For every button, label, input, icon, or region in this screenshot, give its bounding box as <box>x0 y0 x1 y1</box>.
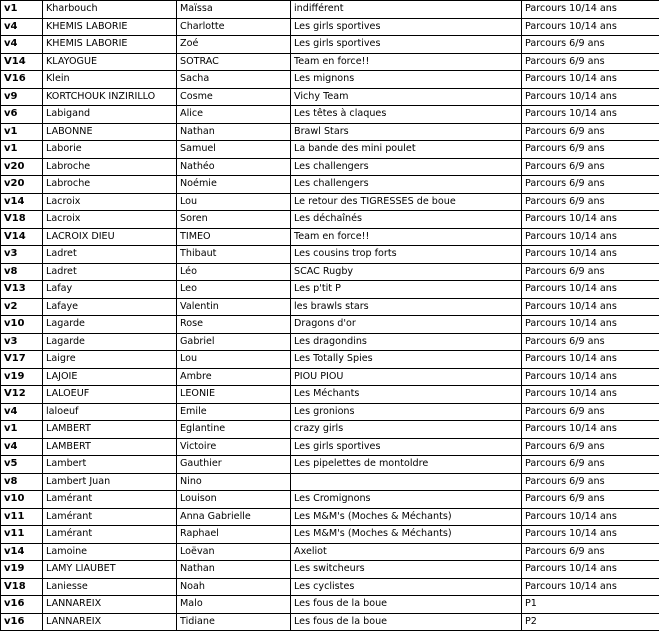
row-code-cell[interactable]: v5 <box>1 456 43 474</box>
row-code-cell[interactable]: v3 <box>1 246 43 264</box>
team-name-cell[interactable]: Les p'tit P <box>291 281 522 299</box>
row-code-cell[interactable]: v6 <box>1 106 43 124</box>
course-cell[interactable]: Parcours 10/14 ans <box>522 351 659 369</box>
last-name-cell[interactable]: Ladret <box>43 246 177 264</box>
row-code-cell[interactable]: v19 <box>1 561 43 579</box>
first-name-cell[interactable]: Valentin <box>177 298 291 316</box>
first-name-cell[interactable]: Léo <box>177 263 291 281</box>
last-name-cell[interactable]: Lafay <box>43 281 177 299</box>
course-cell[interactable]: Parcours 10/14 ans <box>522 508 659 526</box>
row-code-cell[interactable]: v20 <box>1 158 43 176</box>
first-name-cell[interactable]: Soren <box>177 211 291 229</box>
last-name-cell[interactable]: LAMBERT <box>43 421 177 439</box>
table-row <box>1 141 659 159</box>
first-name-cell[interactable]: Loëvan <box>177 543 291 561</box>
table-row <box>1 508 659 526</box>
last-name-cell[interactable]: KHEMIS LABORIE <box>43 36 177 54</box>
course-cell[interactable]: Parcours 10/14 ans <box>522 386 659 404</box>
team-name-cell[interactable]: Le retour des TIGRESSES de boue <box>291 193 522 211</box>
row-code-cell[interactable]: V13 <box>1 281 43 299</box>
course-cell[interactable]: Parcours 6/9 ans <box>522 333 659 351</box>
table-row <box>1 1 659 19</box>
first-name-cell[interactable]: Alice <box>177 106 291 124</box>
course-cell[interactable]: Parcours 6/9 ans <box>522 123 659 141</box>
first-name-cell[interactable]: Nathéo <box>177 158 291 176</box>
table-row <box>1 106 659 124</box>
team-name-cell[interactable]: Dragons d'or <box>291 316 522 334</box>
last-name-cell[interactable]: Lagarde <box>43 316 177 334</box>
course-cell[interactable]: Parcours 6/9 ans <box>522 53 659 71</box>
team-name-cell[interactable]: Les challengers <box>291 176 522 194</box>
first-name-cell[interactable]: Maïssa <box>177 1 291 19</box>
row-code-cell[interactable]: v8 <box>1 263 43 281</box>
last-name-cell[interactable]: Lagarde <box>43 333 177 351</box>
last-name-cell[interactable]: Lamérant <box>43 491 177 509</box>
last-name-cell[interactable]: Lamérant <box>43 508 177 526</box>
course-cell[interactable]: Parcours 6/9 ans <box>522 176 659 194</box>
team-name-cell[interactable]: Les dragondins <box>291 333 522 351</box>
first-name-cell[interactable]: Nino <box>177 473 291 491</box>
last-name-cell[interactable]: Lacroix <box>43 193 177 211</box>
row-code-cell[interactable]: v10 <box>1 491 43 509</box>
table-row <box>1 18 659 36</box>
table-row <box>1 281 659 299</box>
row-code-cell[interactable]: v14 <box>1 193 43 211</box>
table-row <box>1 228 659 246</box>
last-name-cell[interactable]: LAMY LIAUBET <box>43 561 177 579</box>
course-cell[interactable]: Parcours 6/9 ans <box>522 491 659 509</box>
table-row <box>1 123 659 141</box>
table-row <box>1 53 659 71</box>
row-code-cell[interactable]: V18 <box>1 211 43 229</box>
team-name-cell[interactable]: Les pipelettes de montoldre <box>291 456 522 474</box>
team-name-cell[interactable]: Les girls sportives <box>291 438 522 456</box>
first-name-cell[interactable]: Gabriel <box>177 333 291 351</box>
last-name-cell[interactable]: LACROIX DIEU <box>43 228 177 246</box>
last-name-cell[interactable]: Laigre <box>43 351 177 369</box>
course-cell[interactable]: Parcours 6/9 ans <box>522 438 659 456</box>
row-code-cell[interactable]: v16 <box>1 596 43 614</box>
course-cell[interactable]: Parcours 6/9 ans <box>522 36 659 54</box>
row-code-cell[interactable]: V18 <box>1 578 43 596</box>
table-row <box>1 403 659 421</box>
team-name-cell[interactable]: Les M&M's (Moches & Méchants) <box>291 526 522 544</box>
first-name-cell[interactable]: Lou <box>177 351 291 369</box>
last-name-cell[interactable]: Lambert <box>43 456 177 474</box>
table-row <box>1 88 659 106</box>
team-name-cell[interactable]: Les cyclistes <box>291 578 522 596</box>
first-name-cell[interactable]: Thibaut <box>177 246 291 264</box>
first-name-cell[interactable]: Rose <box>177 316 291 334</box>
first-name-cell[interactable]: Anna Gabrielle <box>177 508 291 526</box>
table-body <box>1 1 659 631</box>
table-row <box>1 246 659 264</box>
first-name-cell[interactable]: SOTRAC <box>177 53 291 71</box>
team-name-cell[interactable]: Les fous de la boue <box>291 613 522 631</box>
last-name-cell[interactable]: LALOEUF <box>43 386 177 404</box>
row-code-cell[interactable]: v1 <box>1 123 43 141</box>
row-code-cell[interactable]: V17 <box>1 351 43 369</box>
table-row <box>1 193 659 211</box>
table-row <box>1 491 659 509</box>
course-cell[interactable]: Parcours 10/14 ans <box>522 281 659 299</box>
course-cell[interactable]: Parcours 10/14 ans <box>522 578 659 596</box>
table-row <box>1 316 659 334</box>
team-name-cell[interactable]: Les challengers <box>291 158 522 176</box>
row-code-cell[interactable]: v1 <box>1 421 43 439</box>
row-code-cell[interactable]: V12 <box>1 386 43 404</box>
team-name-cell[interactable]: Les mignons <box>291 71 522 89</box>
first-name-cell[interactable]: Gauthier <box>177 456 291 474</box>
team-name-cell[interactable]: Brawl Stars <box>291 123 522 141</box>
first-name-cell[interactable]: Leo <box>177 281 291 299</box>
first-name-cell[interactable]: Sacha <box>177 71 291 89</box>
last-name-cell[interactable]: LABONNE <box>43 123 177 141</box>
table-row <box>1 526 659 544</box>
last-name-cell[interactable]: Kharbouch <box>43 1 177 19</box>
course-cell[interactable]: Parcours 6/9 ans <box>522 403 659 421</box>
team-name-cell[interactable]: PIOU PIOU <box>291 368 522 386</box>
team-name-cell[interactable]: SCAC Rugby <box>291 263 522 281</box>
last-name-cell[interactable]: Lafaye <box>43 298 177 316</box>
row-code-cell[interactable]: v8 <box>1 473 43 491</box>
last-name-cell[interactable]: Ladret <box>43 263 177 281</box>
table-row <box>1 298 659 316</box>
row-code-cell[interactable]: v11 <box>1 508 43 526</box>
row-code-cell[interactable]: v4 <box>1 36 43 54</box>
table-row <box>1 421 659 439</box>
first-name-cell[interactable]: Lou <box>177 193 291 211</box>
first-name-cell[interactable]: Nathan <box>177 123 291 141</box>
first-name-cell[interactable]: Victoire <box>177 438 291 456</box>
row-code-cell[interactable]: v14 <box>1 543 43 561</box>
row-code-cell[interactable]: v3 <box>1 333 43 351</box>
course-cell[interactable]: Parcours 10/14 ans <box>522 526 659 544</box>
team-name-cell[interactable]: Les têtes à claques <box>291 106 522 124</box>
row-code-cell[interactable]: v2 <box>1 298 43 316</box>
table-row <box>1 561 659 579</box>
course-cell[interactable]: Parcours 6/9 ans <box>522 473 659 491</box>
row-code-cell[interactable]: v19 <box>1 368 43 386</box>
course-cell[interactable]: Parcours 10/14 ans <box>522 1 659 19</box>
table-row <box>1 456 659 474</box>
last-name-cell[interactable]: Lamoine <box>43 543 177 561</box>
course-cell[interactable]: Parcours 10/14 ans <box>522 71 659 89</box>
last-name-cell[interactable]: Klein <box>43 71 177 89</box>
table-row <box>1 596 659 614</box>
course-cell[interactable]: Parcours 10/14 ans <box>522 211 659 229</box>
course-cell[interactable]: Parcours 10/14 ans <box>522 246 659 264</box>
table-row <box>1 36 659 54</box>
last-name-cell[interactable]: laloeuf <box>43 403 177 421</box>
first-name-cell[interactable]: Noah <box>177 578 291 596</box>
row-code-cell[interactable]: v4 <box>1 403 43 421</box>
team-name-cell[interactable]: Les girls sportives <box>291 36 522 54</box>
team-name-cell[interactable]: Les Cromignons <box>291 491 522 509</box>
table-row <box>1 473 659 491</box>
course-cell[interactable]: Parcours 6/9 ans <box>522 263 659 281</box>
course-cell[interactable]: Parcours 6/9 ans <box>522 543 659 561</box>
last-name-cell[interactable]: Labroche <box>43 176 177 194</box>
first-name-cell[interactable]: Charlotte <box>177 18 291 36</box>
team-name-cell[interactable]: Les fous de la boue <box>291 596 522 614</box>
first-name-cell[interactable]: Ambre <box>177 368 291 386</box>
table-row <box>1 263 659 281</box>
row-code-cell[interactable]: v9 <box>1 88 43 106</box>
team-name-cell[interactable]: les brawls stars <box>291 298 522 316</box>
table-row <box>1 158 659 176</box>
course-cell[interactable]: Parcours 6/9 ans <box>522 456 659 474</box>
course-cell[interactable]: Parcours 6/9 ans <box>522 193 659 211</box>
last-name-cell[interactable]: Lamérant <box>43 526 177 544</box>
last-name-cell[interactable]: LANNAREIX <box>43 596 177 614</box>
course-cell[interactable]: Parcours 10/14 ans <box>522 316 659 334</box>
team-name-cell[interactable]: Les switcheurs <box>291 561 522 579</box>
first-name-cell[interactable]: Samuel <box>177 141 291 159</box>
course-cell[interactable]: Parcours 10/14 ans <box>522 18 659 36</box>
last-name-cell[interactable]: Laniesse <box>43 578 177 596</box>
row-code-cell[interactable]: v1 <box>1 1 43 19</box>
course-cell[interactable]: Parcours 10/14 ans <box>522 561 659 579</box>
team-name-cell[interactable]: crazy girls <box>291 421 522 439</box>
team-name-cell[interactable]: Les cousins trop forts <box>291 246 522 264</box>
course-cell[interactable]: Parcours 10/14 ans <box>522 228 659 246</box>
team-name-cell[interactable]: Les girls sportives <box>291 18 522 36</box>
last-name-cell[interactable]: LANNAREIX <box>43 613 177 631</box>
table-row <box>1 438 659 456</box>
team-name-cell[interactable] <box>291 473 522 491</box>
team-name-cell[interactable]: Les Totally Spies <box>291 351 522 369</box>
team-name-cell[interactable]: Les Méchants <box>291 386 522 404</box>
course-cell[interactable]: Parcours 10/14 ans <box>522 88 659 106</box>
course-cell[interactable]: Parcours 6/9 ans <box>522 158 659 176</box>
row-code-cell[interactable]: V14 <box>1 53 43 71</box>
table-row <box>1 368 659 386</box>
last-name-cell[interactable]: KHEMIS LABORIE <box>43 18 177 36</box>
table-row <box>1 211 659 229</box>
last-name-cell[interactable]: KORTCHOUK INZIRILLO <box>43 88 177 106</box>
course-cell[interactable]: P2 <box>522 613 659 631</box>
first-name-cell[interactable]: Cosme <box>177 88 291 106</box>
first-name-cell[interactable]: TIMEO <box>177 228 291 246</box>
table-row <box>1 578 659 596</box>
row-code-cell[interactable]: V16 <box>1 71 43 89</box>
course-cell[interactable]: Parcours 10/14 ans <box>522 421 659 439</box>
course-cell[interactable]: Parcours 6/9 ans <box>522 141 659 159</box>
row-code-cell[interactable]: v4 <box>1 18 43 36</box>
row-code-cell[interactable]: v11 <box>1 526 43 544</box>
last-name-cell[interactable]: LAJOIE <box>43 368 177 386</box>
team-name-cell[interactable]: Les déchaînés <box>291 211 522 229</box>
team-name-cell[interactable]: Axeliot <box>291 543 522 561</box>
table-row <box>1 613 659 631</box>
team-name-cell[interactable]: Team en force!! <box>291 228 522 246</box>
first-name-cell[interactable]: Tidiane <box>177 613 291 631</box>
first-name-cell[interactable]: Malo <box>177 596 291 614</box>
last-name-cell[interactable]: Labroche <box>43 158 177 176</box>
team-name-cell[interactable]: indifférent <box>291 1 522 19</box>
row-code-cell[interactable]: v10 <box>1 316 43 334</box>
table-row <box>1 543 659 561</box>
last-name-cell[interactable]: Laborie <box>43 141 177 159</box>
first-name-cell[interactable]: Emile <box>177 403 291 421</box>
last-name-cell[interactable]: KLAYOGUE <box>43 53 177 71</box>
last-name-cell[interactable]: Lambert Juan <box>43 473 177 491</box>
course-cell[interactable]: Parcours 10/14 ans <box>522 106 659 124</box>
first-name-cell[interactable]: Raphael <box>177 526 291 544</box>
course-cell[interactable]: P1 <box>522 596 659 614</box>
team-name-cell[interactable]: Les gronions <box>291 403 522 421</box>
first-name-cell[interactable]: Louison <box>177 491 291 509</box>
team-name-cell[interactable]: Vichy Team <box>291 88 522 106</box>
course-cell[interactable]: Parcours 10/14 ans <box>522 368 659 386</box>
table-row <box>1 333 659 351</box>
first-name-cell[interactable]: Noémie <box>177 176 291 194</box>
table-row <box>1 71 659 89</box>
last-name-cell[interactable]: Labigand <box>43 106 177 124</box>
first-name-cell[interactable]: Nathan <box>177 561 291 579</box>
row-code-cell[interactable]: v20 <box>1 176 43 194</box>
last-name-cell[interactable]: Lacroix <box>43 211 177 229</box>
row-code-cell[interactable]: v1 <box>1 141 43 159</box>
table-row <box>1 176 659 194</box>
first-name-cell[interactable]: LEONIE <box>177 386 291 404</box>
row-code-cell[interactable]: V14 <box>1 228 43 246</box>
row-code-cell[interactable]: v16 <box>1 613 43 631</box>
first-name-cell[interactable]: Zoé <box>177 36 291 54</box>
row-code-cell[interactable]: v4 <box>1 438 43 456</box>
table-row <box>1 351 659 369</box>
team-name-cell[interactable]: Team en force!! <box>291 53 522 71</box>
team-name-cell[interactable]: La bande des mini poulet <box>291 141 522 159</box>
team-name-cell[interactable]: Les M&M's (Moches & Méchants) <box>291 508 522 526</box>
course-cell[interactable]: Parcours 10/14 ans <box>522 298 659 316</box>
first-name-cell[interactable]: Eglantine <box>177 421 291 439</box>
table-row <box>1 386 659 404</box>
last-name-cell[interactable]: LAMBERT <box>43 438 177 456</box>
